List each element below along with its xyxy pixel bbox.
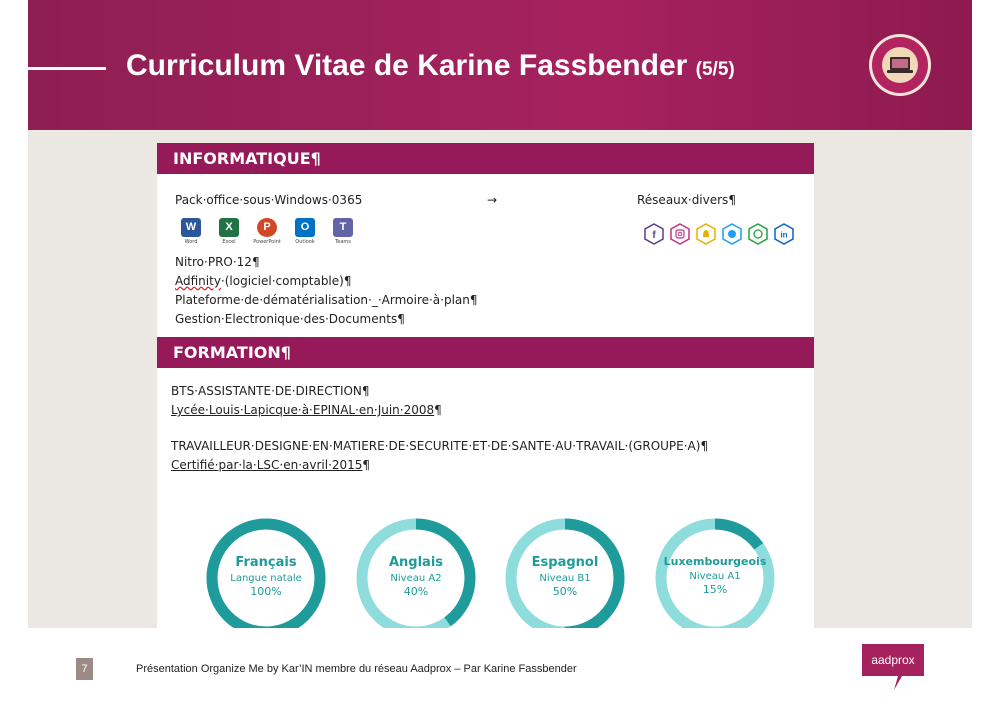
language-name: Luxembourgeois bbox=[663, 555, 767, 568]
word-icon: W Word bbox=[177, 218, 205, 245]
linkedin-icon bbox=[773, 223, 795, 245]
twitter-icon bbox=[721, 223, 743, 245]
aadprox-logo-icon bbox=[858, 642, 928, 692]
aadprox-brand-text: aadprox bbox=[871, 653, 915, 667]
cv-document bbox=[157, 143, 814, 628]
language-anglais bbox=[353, 515, 479, 628]
language-espagnol bbox=[502, 515, 628, 628]
svg-text:f: f bbox=[652, 230, 656, 241]
whatsapp-icon bbox=[747, 223, 769, 245]
software-item: Gestion·Electronique·des·Documents¶ bbox=[175, 312, 405, 326]
networks-label: Réseaux·divers¶ bbox=[637, 193, 736, 207]
language-percent: 50% bbox=[552, 585, 578, 598]
formation-title: BTS·ASSISTANTE·DE·DIRECTION¶ bbox=[171, 384, 370, 398]
language-level: Niveau A2 bbox=[390, 573, 442, 584]
software-item: Plateforme·de·dématérialisation·_·Armoire·à·plan¶ bbox=[175, 293, 478, 307]
office-suite-line: Pack·office·sous·Windows·0365 bbox=[175, 193, 363, 207]
language-name: Espagnol bbox=[531, 555, 599, 570]
language-name: Anglais bbox=[388, 555, 444, 570]
facebook-icon bbox=[643, 223, 665, 245]
language-francais bbox=[203, 515, 329, 628]
software-item: Nitro·PRO·12¶ bbox=[175, 255, 260, 269]
formation-title: TRAVAILLEUR·DESIGNE·EN·MATIERE·DE·SECURITE·ET·DE·SANTE·AU·TRAVAIL·(GROUPE·A)¶ bbox=[171, 439, 709, 453]
language-percent: 15% bbox=[702, 583, 728, 596]
formation-detail: Lycée·Louis·Lapicque·à·EPINAL·en·Juin·2008¶ bbox=[171, 403, 442, 417]
page-number: 7 bbox=[76, 658, 93, 680]
page-counter: (5/5) bbox=[695, 59, 735, 80]
organize-me-logo-icon bbox=[868, 33, 932, 97]
section-heading-informatique: INFORMATIQUE¶ bbox=[157, 143, 814, 174]
arrow-tab: → bbox=[487, 193, 498, 207]
footer-caption: Présentation Organize Me by Kar’IN membre du réseau Aadprox – Par Karine Fassbender bbox=[136, 663, 577, 675]
powerpoint-icon: P PowerPoint bbox=[253, 218, 281, 245]
svg-text:in: in bbox=[780, 230, 788, 240]
language-level: Niveau B1 bbox=[539, 573, 591, 584]
office-apps-row bbox=[177, 218, 357, 245]
language-percent: 100% bbox=[250, 585, 282, 598]
header-rule bbox=[28, 67, 106, 70]
section-heading-formation: FORMATION¶ bbox=[157, 337, 814, 368]
language-luxembourgeois bbox=[652, 515, 778, 628]
snapchat-icon bbox=[695, 223, 717, 245]
formation-detail: Certifié·par·la·LSC·en·avril·2015¶ bbox=[171, 458, 371, 472]
excel-icon: X Excel bbox=[215, 218, 243, 245]
teams-icon: T Teams bbox=[329, 218, 357, 245]
language-level: Niveau A1 bbox=[689, 571, 741, 582]
language-percent: 40% bbox=[403, 585, 429, 598]
software-item: Adfinity·(logiciel·comptable)¶ bbox=[175, 274, 352, 288]
instagram-icon bbox=[669, 223, 691, 245]
language-name: Français bbox=[235, 555, 297, 570]
social-networks-row bbox=[643, 223, 795, 245]
page-title: Curriculum Vitae de Karine Fassbender (5/5) bbox=[126, 49, 735, 82]
outlook-icon: O Outlook bbox=[291, 218, 319, 245]
language-level: Langue natale bbox=[230, 573, 302, 584]
